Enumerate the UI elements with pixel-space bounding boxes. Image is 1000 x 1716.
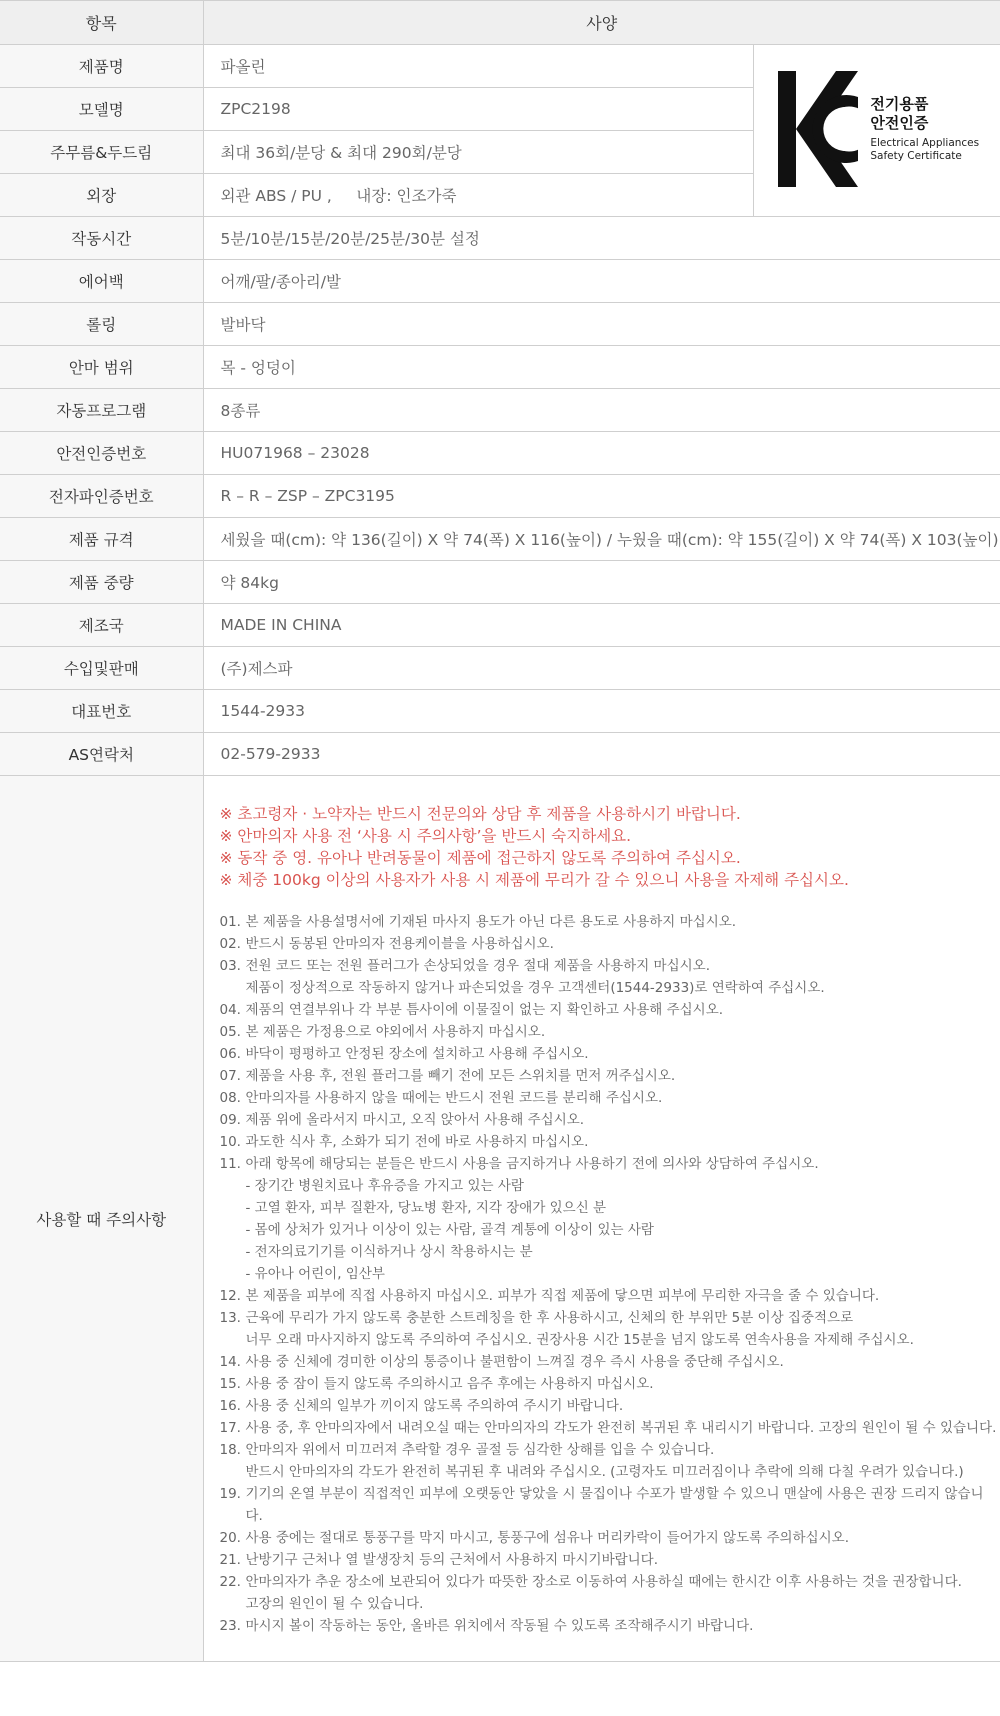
list-item-text: 근육에 무리가 가지 않도록 충분한 스트레칭을 한 후 사용하시고, 신체의 한 부위만 5분 이상 집중적으로 <box>245 1310 854 1326</box>
list-item <box>220 1065 1000 1087</box>
row-value: 파올린 <box>203 45 753 88</box>
list-item-number: 13. <box>219 1310 241 1326</box>
row-label: 외장 <box>0 174 203 217</box>
list-item-number: 23. <box>219 1618 241 1634</box>
row-label: 전자파인증번호 <box>0 475 203 518</box>
list-item <box>220 1527 1000 1549</box>
table-header-row <box>0 1 1000 45</box>
list-item <box>220 1153 1000 1175</box>
kc-english-2: Safety Certificate <box>870 149 962 162</box>
kc-label-2: 안전인증 <box>870 113 929 132</box>
row-label: 제품 중량 <box>0 561 203 604</box>
warning-list <box>220 776 1000 911</box>
list-item-text: 사용 중, 후 안마의자에서 내려오실 때는 안마의자의 각도가 완전히 복귀된 후 내리시기 바랍니다. 고장의 원인이 될 수 있습니다. <box>245 1420 997 1436</box>
list-item-text: 아래 항목에 해당되는 분들은 반드시 사용을 금지하거나 사용하기 전에 의사와 상담하여 주십시오. <box>245 1156 819 1172</box>
row-label: 안마 범위 <box>0 346 203 389</box>
list-item <box>220 1483 1000 1527</box>
list-item-number: 08. <box>219 1090 241 1106</box>
list-item <box>220 1571 1000 1593</box>
list-item <box>220 1395 1000 1417</box>
row-value: 5분/10분/15분/20분/25분/30분 설정 <box>203 217 1000 260</box>
row-value: 약 84kg <box>203 561 1000 604</box>
list-sub-item: - 유아나 어린이, 임산부 <box>245 1266 385 1282</box>
table-row <box>0 647 1000 690</box>
list-item-number: 19. <box>219 1486 241 1502</box>
row-label: 대표번호 <box>0 690 203 733</box>
kc-label-1: 전기용품 <box>870 94 929 113</box>
list-item <box>220 911 1000 933</box>
list-item-text: 사용 중 신체에 경미한 이상의 통증이나 불편함이 느껴질 경우 즉시 사용을 중단해 주십시오. <box>245 1354 784 1370</box>
list-item-continuation: 고장의 원인이 될 수 있습니다. <box>245 1596 424 1612</box>
list-item <box>220 955 1000 977</box>
table-row <box>0 604 1000 647</box>
table-row <box>0 217 1000 260</box>
row-value: 어깨/팔/종아리/발 <box>203 260 1000 303</box>
list-item-number: 09. <box>219 1112 241 1128</box>
list-item-number: 07. <box>219 1068 241 1084</box>
list-sub-item: - 고열 환자, 피부 질환자, 당뇨병 환자, 지각 장애가 있으신 분 <box>245 1200 607 1216</box>
caution-row <box>0 776 1000 1662</box>
table-row <box>0 561 1000 604</box>
row-label: 제품명 <box>0 45 203 88</box>
row-value: 외관 ABS / PU , 내장: 인조가죽 <box>203 174 753 217</box>
list-item-number: 15. <box>219 1376 241 1392</box>
row-value: 1544-2933 <box>203 690 1000 733</box>
list-item-text: 기기의 온열 부분이 직접적인 피부에 오랫동안 닿았을 시 물집이나 수포가 발생할 수 있으니 맨살에 사용은 권장 드리지 않습니다. <box>245 1486 984 1524</box>
list-item <box>220 1439 1000 1461</box>
row-label: 작동시간 <box>0 217 203 260</box>
list-item <box>220 933 1000 955</box>
kc-mark-icon <box>774 67 862 191</box>
caution-label: 사용할 때 주의사항 <box>0 776 203 1662</box>
row-label: 자동프로그램 <box>0 389 203 432</box>
row-value: 최대 36회/분당 & 최대 290회/분당 <box>203 131 753 174</box>
list-item <box>220 1285 1000 1307</box>
row-label: 제품 규격 <box>0 518 203 561</box>
list-item-continuation: 제품이 정상적으로 작동하지 않거나 파손되었을 경우 고객센터(1544-2933)로 연락하여 주십시오. <box>245 980 825 996</box>
list-item-text: 안마의자가 추운 장소에 보관되어 있다가 따뜻한 장소로 이동하여 사용하실 때에는 한시간 이후 사용하는 것을 권장합니다. <box>245 1574 962 1590</box>
list-item-number: 01. <box>219 914 241 930</box>
table-row <box>0 475 1000 518</box>
list-item-text: 제품의 연결부위나 각 부분 틈사이에 이물질이 없는 지 확인하고 사용해 주십시오. <box>245 1002 724 1018</box>
list-item-text: 반드시 동봉된 안마의자 전용케이블을 사용하십시오. <box>245 936 554 952</box>
list-item <box>220 1307 1000 1329</box>
list-item-text: 바닥이 평평하고 안정된 장소에 설치하고 사용해 주십시오. <box>245 1046 589 1062</box>
row-label: AS연락처 <box>0 733 203 776</box>
list-sub-item: - 몸에 상처가 있거나 이상이 있는 사람, 골격 계통에 이상이 있는 사람 <box>245 1222 654 1238</box>
list-item-number: 21. <box>219 1552 241 1568</box>
list-item-number: 18. <box>219 1442 241 1458</box>
row-label: 모델명 <box>0 88 203 131</box>
caution-content <box>203 776 1000 1662</box>
warning-item: ※ 초고령자 · 노약자는 반드시 전문의와 상담 후 제품을 사용하시기 바랍니다. <box>219 805 741 823</box>
table-row <box>0 432 1000 475</box>
list-item <box>220 1087 1000 1109</box>
list-item <box>220 999 1000 1021</box>
row-value: R – R – ZSP – ZPC3195 <box>203 475 1000 518</box>
list-item-text: 마시지 볼이 작동하는 동안, 올바른 위치에서 작동될 수 있도록 조작해주시기 바랍니다. <box>245 1618 754 1634</box>
list-item-text: 과도한 식사 후, 소화가 되기 전에 바로 사용하지 마십시오. <box>245 1134 589 1150</box>
list-item-number: 04. <box>219 1002 241 1018</box>
list-item <box>220 1417 1000 1439</box>
list-item-number: 16. <box>219 1398 241 1414</box>
list-item-number: 20. <box>219 1530 241 1546</box>
row-label: 주무름&두드림 <box>0 131 203 174</box>
list-item <box>220 1109 1000 1131</box>
list-item-number: 17. <box>219 1420 241 1436</box>
list-sub-item: - 장기간 병원치료나 후유증을 가지고 있는 사람 <box>245 1178 524 1194</box>
row-label: 안전인증번호 <box>0 432 203 475</box>
list-item <box>220 1131 1000 1153</box>
list-item-text: 안마의자 위에서 미끄러져 추락할 경우 골절 등 심각한 상해를 입을 수 있습니다. <box>245 1442 715 1458</box>
list-item-text: 본 제품을 사용설명서에 기재된 마사지 용도가 아닌 다른 용도로 사용하지 마십시오. <box>245 914 737 930</box>
table-row <box>0 733 1000 776</box>
list-item-number: 05. <box>219 1024 241 1040</box>
row-value: MADE IN CHINA <box>203 604 1000 647</box>
list-item-text: 사용 중 잠이 들지 않도록 주의하시고 음주 후에는 사용하지 마십시오. <box>245 1376 654 1392</box>
list-item-continuation: 너무 오래 마사지하지 않도록 주의하여 주십시오. 권장사용 시간 15분을 넘지 않도록 연속사용을 자제해 주십시오. <box>245 1332 914 1348</box>
list-item-text: 제품을 사용 후, 전원 플러그를 빼기 전에 모든 스위치를 먼저 꺼주십시오. <box>245 1068 676 1084</box>
row-label: 에어백 <box>0 260 203 303</box>
warning-item: ※ 체중 100kg 이상의 사용자가 사용 시 제품에 무리가 갈 수 있으니 사용을 자제해 주십시오. <box>219 871 849 889</box>
list-item-text: 제품 위에 올라서지 마시고, 오직 앉아서 사용해 주십시오. <box>245 1112 585 1128</box>
table-row <box>0 45 1000 88</box>
row-value: HU071968 – 23028 <box>203 432 1000 475</box>
row-value: 8종류 <box>203 389 1000 432</box>
row-value: ZPC2198 <box>203 88 753 131</box>
list-item <box>220 1549 1000 1571</box>
list-item-number: 10. <box>219 1134 241 1150</box>
kc-mark <box>774 67 979 191</box>
list-item <box>220 1043 1000 1065</box>
table-row <box>0 389 1000 432</box>
list-item <box>220 1021 1000 1043</box>
row-label: 롤링 <box>0 303 203 346</box>
row-value: 02-579-2933 <box>203 733 1000 776</box>
list-item-text: 난방기구 근처나 열 발생장치 등의 근처에서 사용하지 마시기바랍니다. <box>245 1552 659 1568</box>
list-item-number: 12. <box>219 1288 241 1304</box>
list-item-text: 사용 중에는 절대로 통풍구를 막지 마시고, 통풍구에 섬유나 머리카락이 들어가지 않도록 주의하십시오. <box>245 1530 850 1546</box>
list-item <box>220 1351 1000 1373</box>
list-item-text: 본 제품을 피부에 직접 사용하지 마십시오. 피부가 직접 제품에 닿으면 피부에 무리한 자극을 줄 수 있습니다. <box>245 1288 880 1304</box>
list-item-text: 본 제품은 가정용으로 야외에서 사용하지 마십시오. <box>245 1024 546 1040</box>
row-value: 목 - 엉덩이 <box>203 346 1000 389</box>
warning-item: ※ 안마의자 사용 전 ‘사용 시 주의사항’을 반드시 숙지하세요. <box>219 827 632 845</box>
list-item-text: 사용 중 신체의 일부가 끼이지 않도록 주의하여 주시기 바랍니다. <box>245 1398 624 1414</box>
row-label: 수입및판매 <box>0 647 203 690</box>
list-item-number: 06. <box>219 1046 241 1062</box>
header-item: 항목 <box>0 1 203 45</box>
row-value: 발바닥 <box>203 303 1000 346</box>
caution-list <box>220 911 1000 1661</box>
list-item-number: 03. <box>219 958 241 974</box>
table-row <box>0 346 1000 389</box>
table-row <box>0 260 1000 303</box>
list-item <box>220 1615 1000 1637</box>
table-row <box>0 690 1000 733</box>
list-sub-item: - 전자의료기기를 이식하거나 상시 착용하시는 분 <box>245 1244 533 1260</box>
list-item-text: 전원 코드 또는 전원 플러그가 손상되었을 경우 절대 제품을 사용하지 마십시오. <box>245 958 711 974</box>
list-item-number: 11. <box>219 1156 241 1172</box>
table-row <box>0 518 1000 561</box>
list-item-text: 안마의자를 사용하지 않을 때에는 반드시 전원 코드를 분리해 주십시오. <box>245 1090 663 1106</box>
table-row <box>0 303 1000 346</box>
list-item-number: 02. <box>219 936 241 952</box>
kc-english-1: Electrical Appliances <box>870 136 980 149</box>
warning-item: ※ 동작 중 영. 유아나 반려동물이 제품에 접근하지 않도록 주의하여 주십시오. <box>219 849 741 867</box>
list-item-number: 22. <box>219 1574 241 1590</box>
row-value: 세웠을 때(cm): 약 136(길이) X 약 74(폭) X 116(높이) / 누웠을 때(cm): 약 155(길이) X 약 74(폭) X 103(높이) <box>203 518 1000 561</box>
row-value: (주)제스파 <box>203 647 1000 690</box>
row-label: 제조국 <box>0 604 203 647</box>
header-spec: 사양 <box>203 1 1000 45</box>
list-item-number: 14. <box>219 1354 241 1370</box>
list-item-continuation: 반드시 안마의자의 각도가 완전히 복귀된 후 내려와 주십시오. (고령자도 미끄러짐이나 추락에 의해 다칠 우려가 있습니다.) <box>245 1464 964 1480</box>
list-item <box>220 1373 1000 1395</box>
kc-certificate <box>753 45 1000 217</box>
